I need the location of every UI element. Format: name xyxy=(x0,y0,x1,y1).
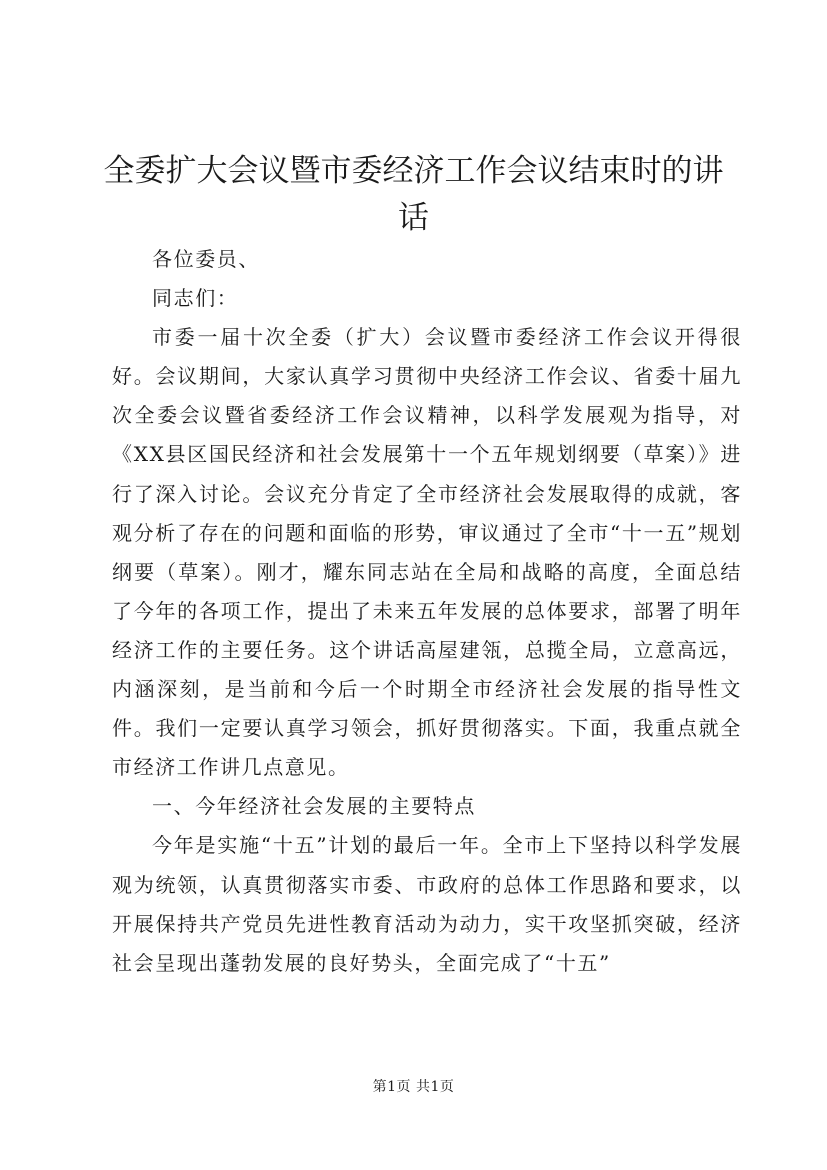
salutation-line-1: 各位委员、 xyxy=(152,247,260,271)
document-title: 全委扩大会议暨市委经济工作会议结束时的讲话 xyxy=(103,153,724,236)
body-paragraph: 市委一届十次全委（扩大）会议暨市委经济工作会议开得很好。会议期间，大家认真学习贯彻中央经济工作会议、省委十届九次全委会议暨省委经济工作会议精神，以科学发展观为指导，对《XX县区国民经济和社会发展第十一个五年规划纲要（草案）》进行了深入讨论。会议充分肯定了全市经济社会发展取得的成就，客观分析了存在的问题和面临的形势，审议通过了全市“十一五”规划纲要（草案）。刚才，耀东同志站在全局和战略的高度，全面总结了今年的各项工作，提出了未来五年发展的总体要求，部署了明年经济工作的主要任务。这个讲话高屋建瓴，总揽全局，立意高远，内涵深刻，是当前和今后一个时期全市经济社会发展的指导性文件。我们一定要认真学习领会，抓好贯彻落实。下面，我重点就全市经济工作讲几点意见。 xyxy=(112,325,742,780)
body-paragraph: 今年是实施“十五”计划的最后一年。全市上下坚持以科学发展观为统领，认真贯彻落实市委、市政府的总体工作思路和要求，以开展保持共产党员先进性教育活动为动力，实干攻坚抓突破，经济社会呈现出蓬勃发展的良好势头，全面完成了“十五” xyxy=(112,833,742,975)
page-footer: 第1页 共1页 xyxy=(372,1079,455,1095)
document-body xyxy=(112,240,742,983)
salutation-line-2: 同志们： xyxy=(152,286,239,311)
section-heading: 一、今年经济社会发展的主要特点 xyxy=(152,794,476,819)
